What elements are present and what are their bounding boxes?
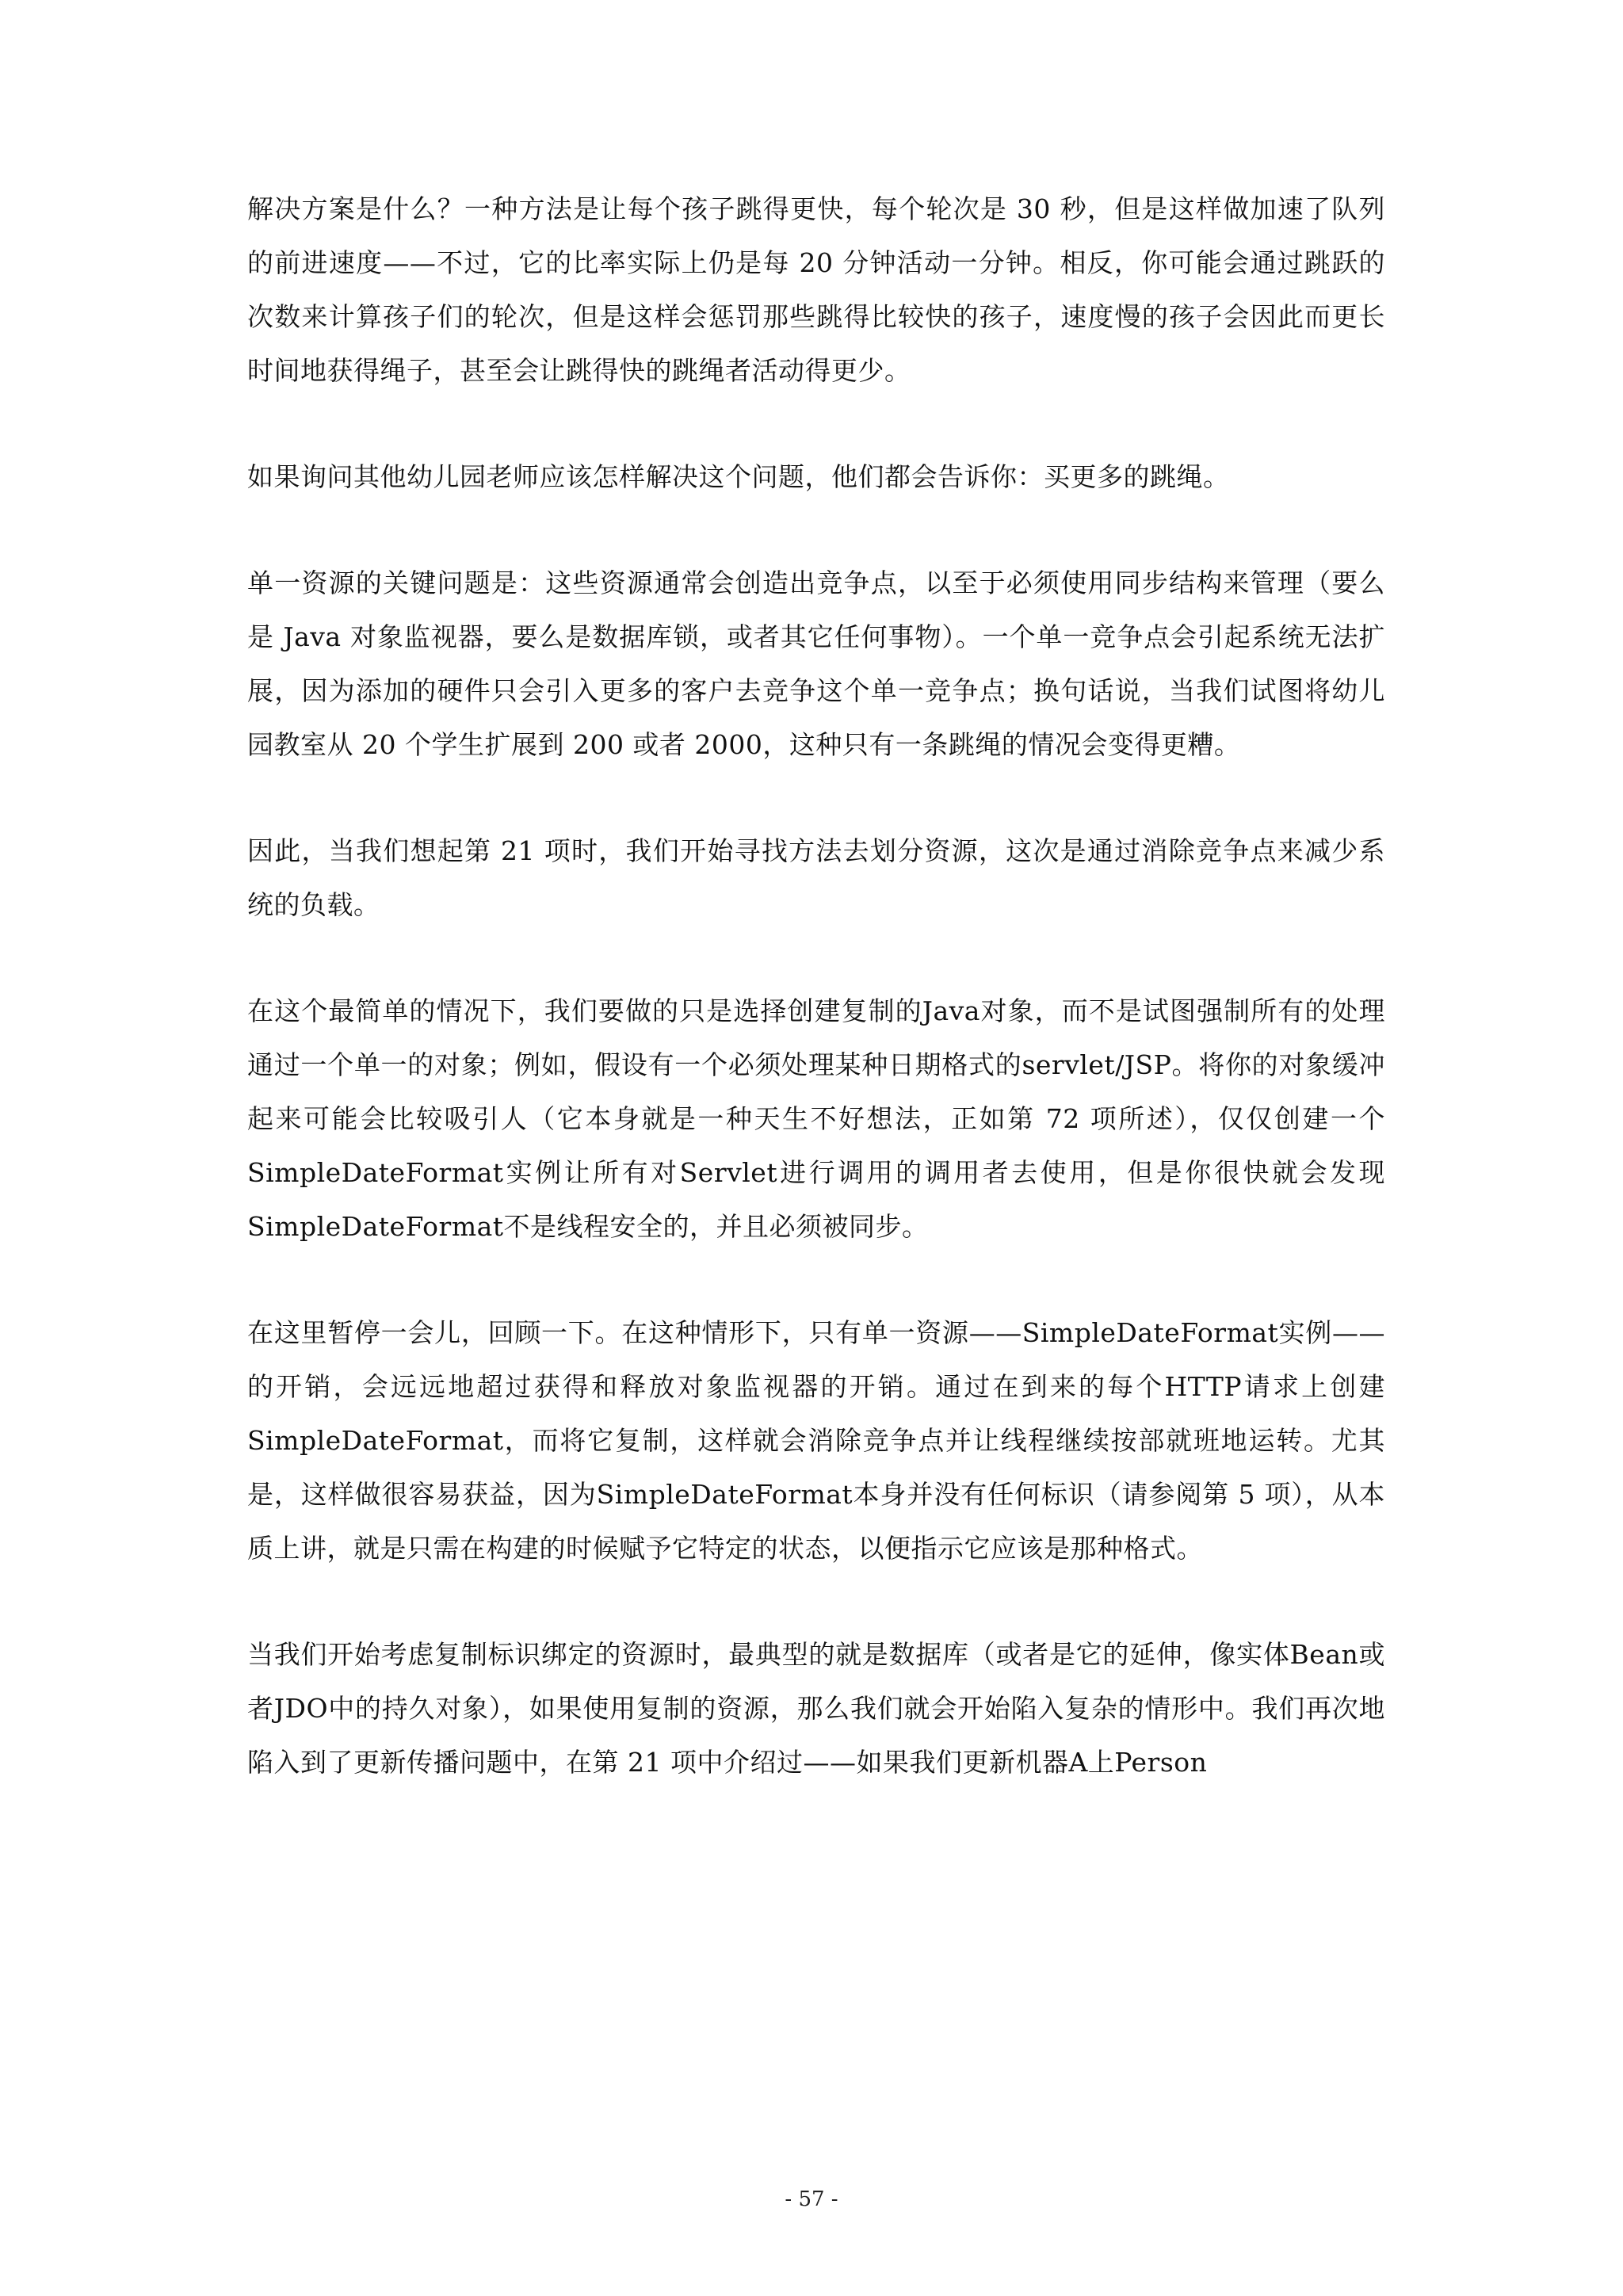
paragraph-6: 在这里暂停一会儿，回顾一下。在这种情形下，只有单一资源——SimpleDateFormat实例——的开销，会远远地超过获得和释放对象监视器的开销。通过在到来的每个HTTP请求上创建SimpleDateFormat，而将它复制，这样就会消除竞争点并让线程继续按部就班地运转。尤其是，这样做很容易获益，因为SimpleDateFormat本身并没有任何标识（请参阅第 5 项），从本质上讲，就是只需在构建的时候赋予它特定的状态，以便指示它应该是那种格式。 — [247, 1317, 1385, 1564]
paragraph-4: 因此，当我们想起第 21 项时，我们开始寻找方法去划分资源，这次是通过消除竞争点来减少系统的负载。 — [247, 835, 1385, 920]
paragraph-1: 解决方案是什么？一种方法是让每个孩子跳得更快，每个轮次是 30 秒，但是这样做加速了队列的前进速度——不过，它的比率实际上仍是每 20 分钟活动一分钟。相反，你可能会通过跳跃的次数来计算孩子们的轮次，但是这样会惩罚那些跳得比较快的孩子，速度慢的孩子会因此而更长时间地获得绳子，甚至会让跳得快的跳绳者活动得更少。 — [247, 193, 1385, 386]
paragraph-5: 在这个最简单的情况下，我们要做的只是选择创建复制的Java对象，而不是试图强制所有的处理通过一个单一的对象；例如，假设有一个必须处理某种日期格式的servlet/JSP。将你的对象缓冲起来可能会比较吸引人（它本身就是一种天生不好想法，正如第 72 项所述），仅仅创建一个SimpleDateFormat实例让所有对Servlet进行调用的调用者去使用，但是你很快就会发现SimpleDateFormat不是线程安全的，并且必须被同步。 — [247, 995, 1385, 1242]
body-text — [247, 182, 1385, 1842]
page-number: - 57 - — [785, 2187, 838, 2211]
paragraph-3: 单一资源的关键问题是：这些资源通常会创造出竞争点，以至于必须使用同步结构来管理（要么是 Java 对象监视器，要么是数据库锁，或者其它任何事物）。一个单一竞争点会引起系统无法扩展，因为添加的硬件只会引入更多的客户去竞争这个单一竞争点；换句话说，当我们试图将幼儿园教室从 20 个学生扩展到 200 或者 2000，这种只有一条跳绳的情况会变得更糟。 — [247, 567, 1385, 760]
paragraph-7: 当我们开始考虑复制标识绑定的资源时，最典型的就是数据库（或者是它的延伸，像实体Bean或者JDO中的持久对象），如果使用复制的资源，那么我们就会开始陷入复杂的情形中。我们再次地陷入到了更新传播问题中，在第 21 项中介绍过——如果我们更新机器A上Person — [247, 1639, 1385, 1778]
paragraph-2: 如果询问其他幼儿园老师应该怎样解决这个问题，他们都会告诉你：买更多的跳绳。 — [247, 461, 1230, 492]
